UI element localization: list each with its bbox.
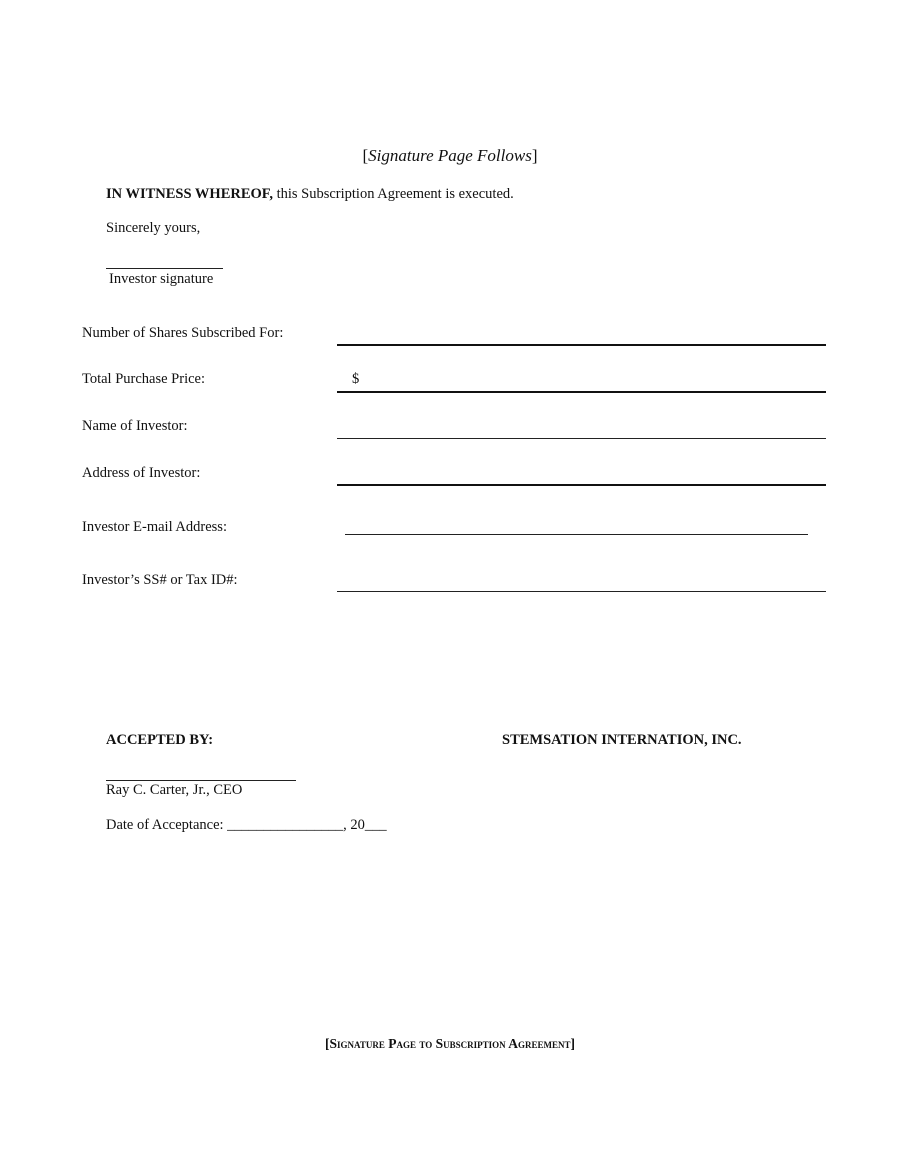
date-of-acceptance <box>106 817 387 834</box>
witness-rest: this Subscription Agreement is executed. <box>272 186 514 202</box>
header-close-bracket: ] <box>531 146 538 165</box>
field-line-investor-address[interactable] <box>337 484 826 486</box>
company-name: STEMSATION INTERNATION, INC. <box>502 732 742 748</box>
header-note-text: Signature Page Follows <box>368 146 532 165</box>
investor-signature-label: Investor signature <box>109 271 214 287</box>
witness-bold-lead: IN WITNESS WHEREOF, <box>106 186 273 202</box>
header-open-bracket: [ <box>362 146 369 165</box>
field-label-shares: Number of Shares Subscribed For: <box>82 325 284 341</box>
date-blank[interactable]: ________________ <box>227 817 344 833</box>
field-line-investor-email[interactable] <box>345 534 808 535</box>
closing-phrase: Sincerely yours, <box>106 220 201 236</box>
field-line-shares[interactable] <box>337 344 826 346</box>
field-line-tax-id[interactable] <box>337 591 797 592</box>
year-blank[interactable]: ___ <box>364 817 387 833</box>
ceo-signature-line[interactable] <box>106 780 296 781</box>
footer-note: [Signature Page to Subscription Agreement] <box>325 1036 575 1051</box>
field-label-tax-id: Investor’s SS# or Tax ID#: <box>82 572 238 588</box>
investor-signature-line[interactable] <box>106 268 223 269</box>
field-line-tax-id-tail <box>797 591 826 592</box>
field-label-investor-email: Investor E-mail Address: <box>82 519 227 535</box>
purchase-price-dollar-sign: $ <box>352 371 360 387</box>
field-label-investor-address: Address of Investor: <box>82 465 201 481</box>
field-line-purchase-price[interactable] <box>337 391 826 393</box>
field-label-investor-name: Name of Investor: <box>82 418 188 434</box>
year-prefix: , 20 <box>343 817 365 833</box>
witness-statement <box>106 186 514 203</box>
date-of-acceptance-label: Date of Acceptance: <box>106 817 228 833</box>
field-label-purchase-price: Total Purchase Price: <box>82 371 206 387</box>
accepted-by-heading: ACCEPTED BY: <box>106 732 214 748</box>
field-line-investor-name[interactable] <box>337 438 826 439</box>
signer-name: Ray C. Carter, Jr., CEO <box>106 782 243 798</box>
signature-page-follows-note <box>0 146 900 166</box>
